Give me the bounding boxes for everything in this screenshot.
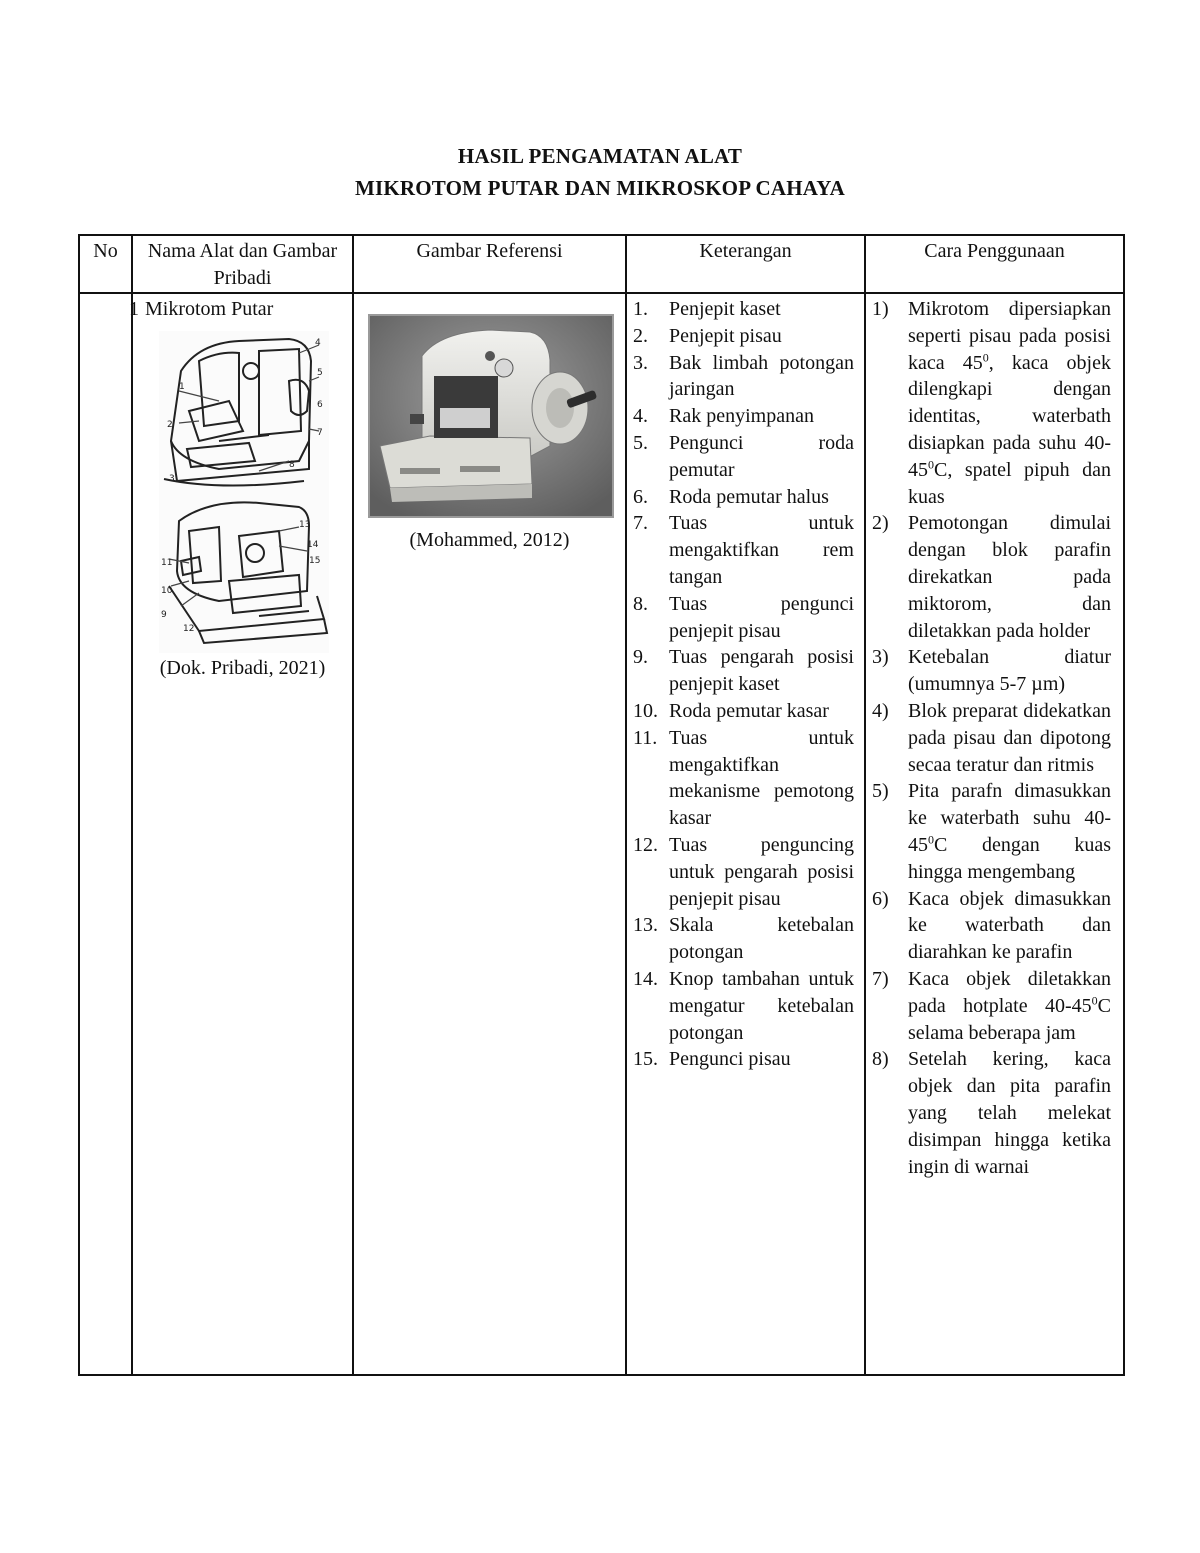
list-item [633, 323, 854, 350]
sketch-label-13: 13 [299, 519, 311, 530]
part-text: Penjepit kaset [669, 298, 781, 320]
sketch-label-12: 12 [183, 623, 195, 634]
sketch-label-6: 6 [317, 399, 323, 410]
step-text-part: Ketebalan diatur (umumnya 5-7 µm) [908, 646, 1111, 696]
sketch-label-5: 5 [317, 367, 323, 378]
personal-image-caption: (Dok. Pribadi, 2021) [159, 656, 326, 679]
part-number: 10. [633, 699, 658, 722]
list-item [872, 644, 1111, 698]
reference-image-caption: (Mohammed, 2012) [409, 529, 570, 551]
part-number: 2. [633, 324, 648, 347]
step-number: 5) [872, 780, 889, 803]
header-keterangan: Keterangan [626, 235, 865, 293]
part-text: Penjepit pisau [669, 324, 782, 347]
part-text: Tuas pengarah posisi penjepit kaset [669, 646, 854, 696]
parts-list [627, 294, 864, 1073]
list-item [633, 698, 854, 725]
table-row [79, 293, 1124, 1375]
step-text-part: Blok preparat didekatkan pada pisau dan dipotong secaa teratur dan ritmis [908, 699, 1111, 776]
step-text [908, 510, 1111, 644]
part-text: Rak penyimpanan [669, 405, 814, 428]
list-item [633, 403, 854, 430]
sketch-label-10: 10 [161, 585, 173, 596]
step-text-part: Kaca objek dimasukkan ke waterbath dan diarahkan ke parafin [908, 887, 1111, 964]
list-item [633, 296, 854, 323]
part-number: 3. [633, 351, 648, 374]
part-number: 5. [633, 431, 648, 454]
sketch-label-4: 4 [315, 337, 321, 348]
header-nama-alat: Nama Alat dan Gambar Pribadi [132, 235, 353, 293]
list-item [633, 484, 854, 511]
reference-photo [368, 314, 614, 518]
sketch-label-7: 7 [317, 427, 323, 438]
list-item [633, 510, 854, 590]
sketch-label-14: 14 [307, 539, 319, 550]
step-number: 1) [872, 298, 889, 320]
sketch-label-15: 15 [309, 555, 321, 566]
cell-nama-alat [132, 293, 353, 1375]
part-number: 8. [633, 592, 648, 615]
document-title-line1: HASIL PENGAMATAN ALAT [457, 144, 743, 168]
step-text-part: C, spatel pipuh dan kuas [908, 458, 1111, 508]
part-text: Bak limbah potongan jaringan [669, 351, 854, 401]
list-item [633, 1046, 854, 1073]
list-item [872, 886, 1111, 966]
list-item [872, 966, 1111, 1046]
header-cara-penggunaan: Cara Penggunaan [865, 235, 1124, 293]
step-text-part: Setelah kering, kaca objek dan pita parafin yang telah melekat disimpan hingga ketika ingin di warnai [908, 1048, 1111, 1178]
part-text: Tuas untuk mengaktifkan mekanisme pemotong kasar [669, 726, 854, 830]
degree-superscript: 0 [1091, 993, 1098, 1008]
part-number: 12. [633, 833, 658, 856]
list-item [872, 1046, 1111, 1180]
part-text: Roda pemutar halus [669, 485, 829, 508]
step-number: 7) [872, 967, 889, 990]
step-number: 2) [872, 512, 889, 535]
sketch-label-8: 8 [289, 459, 295, 470]
observation-table [78, 234, 1125, 1376]
step-number: 3) [872, 646, 889, 669]
degree-superscript: 0 [982, 349, 989, 364]
step-text [908, 698, 1111, 778]
part-text: Pengunci roda pemutar [669, 431, 854, 481]
step-text [908, 644, 1111, 698]
list-item [633, 644, 854, 698]
row-number: 1 [129, 298, 139, 320]
header-no: No [79, 235, 132, 293]
cell-keterangan [626, 293, 865, 1375]
list-item [633, 725, 854, 832]
header-gambar-referensi: Gambar Referensi [353, 235, 626, 293]
cell-no [79, 293, 139, 1375]
list-item [633, 832, 854, 912]
part-number: 7. [633, 512, 648, 535]
part-number: 13. [633, 914, 658, 937]
step-text [908, 778, 1111, 885]
part-text: Pengunci pisau [669, 1048, 791, 1071]
sketch-label-9: 9 [161, 609, 167, 620]
list-item [633, 350, 854, 404]
cell-cara-penggunaan [865, 293, 1124, 1375]
degree-superscript: 0 [928, 457, 934, 472]
cell-gambar-referensi [353, 293, 626, 1375]
microtome-sketch [159, 331, 329, 653]
part-number: 9. [633, 646, 648, 669]
part-number: 1. [633, 298, 648, 320]
step-text-part: Mikrotom dipersiapkan seperti pisau pada posisi kaca 45 [908, 298, 1111, 374]
step-text-part: Pemotongan dimulai dengan blok parafin direkatkan pada miktorom, dan diletakkan pada holder [908, 512, 1111, 642]
part-text: Knop tambahan untuk mengatur ketebalan potongan [669, 967, 854, 1044]
microtome-photo [370, 316, 612, 516]
step-text-part: C dengan kuas hingga mengembang [908, 833, 1111, 883]
table-header-row [79, 235, 1124, 293]
steps-list [866, 294, 1123, 1180]
part-text: Roda pemutar kasar [669, 699, 829, 722]
step-text [908, 1046, 1111, 1180]
step-text-part: Pita parafn dimasukkan ke waterbath suhu 40-45 [908, 780, 1111, 856]
sketch-label-1: 1 [179, 381, 185, 392]
step-text [908, 886, 1111, 966]
list-item [872, 778, 1111, 885]
part-text: Tuas penguncing untuk pengarah posisi penjepit pisau [669, 833, 854, 910]
part-number: 4. [633, 405, 648, 428]
list-item [633, 912, 854, 966]
part-number: 11. [633, 726, 658, 749]
step-text-part: C selama beberapa jam [908, 994, 1111, 1044]
part-number: 6. [633, 485, 648, 508]
part-text: Tuas untuk mengaktifkan rem tangan [669, 512, 854, 588]
sketch-label-2: 2 [167, 419, 173, 430]
list-item [633, 430, 854, 484]
part-text: Skala ketebalan potongan [669, 914, 854, 964]
sketch-label-11: 11 [161, 557, 173, 568]
part-number: 14. [633, 967, 658, 990]
step-text [908, 296, 1111, 510]
step-text-part: , kaca objek dilengkapi dengan identitas, waterbath disiapkan pada suhu 40-45 [908, 351, 1111, 481]
part-number: 15. [633, 1048, 658, 1071]
step-number: 8) [872, 1048, 889, 1071]
list-item [633, 591, 854, 645]
part-text: Tuas pengunci penjepit pisau [669, 592, 854, 642]
list-item [872, 698, 1111, 778]
sketch-label-3: 3 [169, 473, 175, 484]
step-number: 4) [872, 699, 889, 722]
list-item [633, 966, 854, 1046]
step-text-part: Kaca objek diletakkan pada hotplate 40-45 [908, 967, 1111, 1017]
list-item [872, 510, 1111, 644]
step-text [908, 966, 1111, 1046]
step-number: 6) [872, 887, 889, 910]
degree-superscript: 0 [928, 832, 934, 847]
personal-sketch-image [159, 331, 329, 653]
tool-name: Mikrotom Putar [145, 298, 274, 320]
document-title-line2: MIKROTOM PUTAR DAN MIKROSKOP CAHAYA [354, 176, 846, 200]
list-item [872, 296, 1111, 510]
